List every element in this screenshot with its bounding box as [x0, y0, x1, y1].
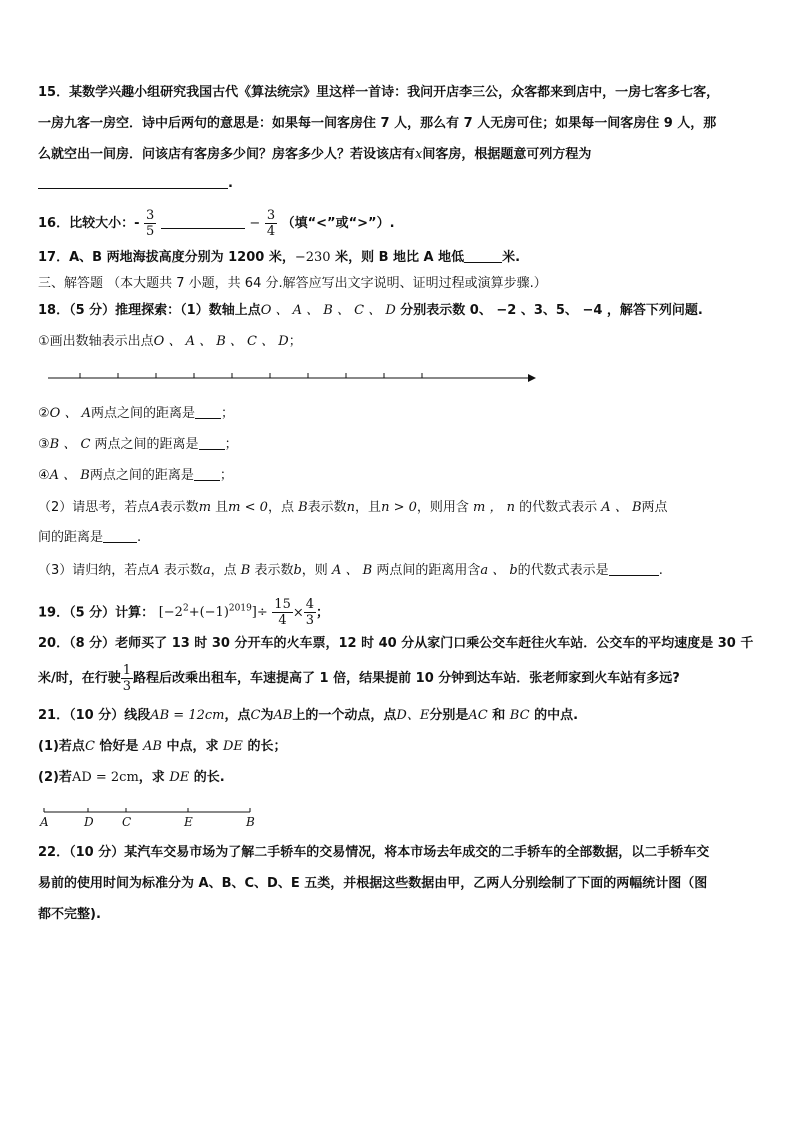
t: ，求 — [138, 770, 165, 785]
cond-AD: AD = 2cm — [71, 770, 139, 785]
numerator: 1 — [122, 663, 132, 678]
cond-m: m < 0 — [228, 500, 268, 515]
q19-prefix: 19．（5 分）计算： — [38, 605, 155, 621]
q15-line2: 一房九客一房空．诗中后两句的意思是：如果每一间客房住 7 人，那么有 7 人无房可住；如果每一间客房住 9 人，那 — [38, 116, 717, 131]
t: 的代数式表示是 — [517, 563, 609, 578]
semicolon: ； — [220, 406, 234, 421]
t: (2)若 — [38, 770, 72, 785]
t: 表示数 — [307, 500, 347, 515]
period: . — [658, 563, 663, 578]
t: 21．（10 分）线段 — [38, 708, 151, 723]
var-B: B — [240, 563, 251, 578]
q18-text-b: 分别表示数 0、 −2 、3、5、 −4 ，解答下列问题. — [395, 303, 703, 318]
t: 恰好是 — [99, 739, 139, 754]
t: 间的距离是 — [38, 530, 104, 545]
t: 路程后改乘出租车，车速提高了 1 倍，结果提前 10 分钟到达车站．张老师家到火车站有多远? — [133, 671, 680, 686]
point-label-E: E — [184, 815, 193, 829]
circle-4: ④ — [38, 468, 50, 483]
minus-sign: − — [249, 216, 261, 231]
t: 且 — [215, 500, 229, 515]
t: (1)若点 — [38, 739, 85, 754]
q15-line1: 15．某数学兴趣小组研究我国古代《算法统宗》里这样一首诗：我问开店李三公，众客都来到店中，一房七客多七客， — [38, 85, 720, 100]
q17-text: 17．A、B 两地海拔高度分别为 1200 米， — [38, 250, 295, 265]
t: 上的一个动点，点 — [292, 708, 397, 723]
q17-text-b: 米，则 B 地比 A 地低 — [330, 250, 465, 265]
t: 两点间的距离用含 — [376, 563, 481, 578]
vars-DE: D、E — [396, 708, 430, 723]
t: ，则 — [301, 563, 328, 578]
semicolon: ； — [219, 468, 233, 483]
t: （2）请思考，若点 — [38, 500, 151, 515]
t: 两点 — [641, 500, 668, 515]
vars-AB: A 、 B — [331, 563, 373, 578]
t: ，点 — [224, 708, 251, 723]
q22-line1: 22．（10 分）某汽车交易市场为了解二手轿车的交易情况，将本市场去年成交的二手轿车的全部数据，以二手轿车交 — [38, 845, 710, 860]
q22-line2: 易前的使用时间为标准分为 A、B、C、D、E 五类，并根据这些数据由甲，乙两人分别绘制了下面的两幅统计图（图 — [38, 876, 708, 891]
t: 的长； — [247, 739, 287, 754]
q17-unit: 米. — [502, 250, 521, 265]
period: . — [228, 176, 233, 191]
vars-ab: a 、 b — [480, 563, 518, 578]
numerator: 3 — [146, 208, 155, 223]
point-label-A: A — [40, 815, 49, 829]
q15-text: 么就空出一间房．问该店有客房多少间？房客多少人？若设该店有 — [38, 147, 416, 162]
var-DE: DE — [223, 739, 243, 754]
section-3-heading: 三、解答题 （本大题共 7 小题，共 64 分.解答应写出文字说明、证明过程或演算步骤.） — [38, 276, 547, 291]
t: 分别是 — [429, 708, 469, 723]
circle-3: ③ — [38, 437, 50, 452]
t: 表示数 — [163, 563, 203, 578]
expr-part: [−2 — [158, 605, 183, 621]
t: ，且 — [355, 500, 382, 515]
segment-points — [39, 808, 255, 829]
t: 的中点. — [534, 708, 579, 723]
sub2-text: 两点之间的距离是 — [90, 406, 195, 421]
var-x: x — [415, 147, 423, 162]
var-m: m — [198, 500, 212, 515]
t: ，则用含 — [416, 500, 469, 515]
var-AC: AC — [468, 708, 488, 723]
var-b: b — [293, 563, 302, 578]
q22-line3: 都不完整). — [38, 907, 101, 922]
denominator: 5 — [146, 224, 155, 239]
exponent: 2019 — [228, 604, 252, 614]
denominator: 3 — [305, 613, 315, 629]
t: ，点 — [267, 500, 294, 515]
t: （3）请归纳，若点 — [38, 563, 151, 578]
expr-part: +(−1) — [188, 605, 229, 621]
denominator: 4 — [278, 613, 287, 629]
point-label-D: D — [84, 815, 94, 829]
sub3-text: 两点之间的距离是 — [90, 437, 199, 452]
exponent: 2 — [182, 604, 189, 614]
q17-value: −230 — [294, 250, 331, 265]
var-AB: AB — [273, 708, 293, 723]
vars-mn: m ， n — [473, 500, 515, 515]
var-DE: DE — [169, 770, 190, 785]
t: 为 — [260, 708, 274, 723]
numerator: 3 — [266, 208, 276, 223]
q20-line1: 20．（8 分）老师买了 13 时 30 分开车的火车票，12 时 40 分从家门口乘公交车赶往火车站．公交车的平均速度是 30 千 — [38, 636, 754, 651]
denominator: 3 — [122, 679, 132, 694]
circle-2: ② — [38, 406, 50, 421]
times-sign: × — [292, 605, 304, 621]
var-A: A — [150, 500, 160, 515]
t: 的代数式表示 — [519, 500, 598, 515]
denominator: 4 — [266, 224, 276, 239]
numerator: 4 — [305, 597, 315, 613]
vars-AB: A 、 B — [601, 500, 642, 515]
points-OA: O 、 A — [49, 406, 91, 421]
q16-suffix: （填“<”或“>”）. — [281, 216, 395, 231]
var-n: n — [346, 500, 356, 515]
t: 和 — [492, 708, 506, 723]
var-C: C — [84, 739, 95, 754]
cond-n: n > 0 — [381, 500, 417, 515]
var-a: a — [202, 563, 211, 578]
t: 中点，求 — [166, 739, 219, 754]
var-AB: AB — [142, 739, 162, 754]
var-C: C — [250, 708, 261, 723]
points-BC: B 、 C — [49, 437, 91, 452]
period: . — [137, 530, 142, 545]
points-list: O 、 A 、 B 、 C 、 D — [153, 334, 289, 349]
var-BC: BC — [509, 708, 530, 723]
points-AB: A 、 B — [49, 468, 90, 483]
sub1-text: ①画出数轴表示出点 — [38, 334, 154, 349]
t: ，点 — [210, 563, 237, 578]
semicolon: ； — [224, 437, 238, 452]
points-list: O 、 A 、 B 、 C 、 D — [260, 303, 396, 318]
semicolon: ； — [288, 334, 302, 349]
numerator: 15 — [274, 597, 291, 613]
t: 米/时，在行驶 — [38, 671, 121, 686]
q15-text-b: 间客房，根据题意可列方程为 — [422, 147, 592, 162]
t: 表示数 — [254, 563, 294, 578]
point-label-B: B — [246, 815, 255, 829]
var-A: A — [150, 563, 160, 578]
var-B: B — [298, 500, 308, 515]
point-label-C: C — [122, 815, 132, 829]
expr-part: ]÷ — [251, 605, 268, 621]
q18-text: 18．（5 分）推理探索：（1）数轴上点 — [38, 303, 261, 318]
segment-length: AB = 12cm — [150, 708, 225, 723]
t: 的长. — [193, 770, 225, 785]
t: 表示数 — [159, 500, 199, 515]
sub4-text: 两点之间的距离是 — [89, 468, 194, 483]
q16-prefix: 16．比较大小：- — [38, 216, 140, 231]
semicolon: ； — [316, 605, 330, 621]
